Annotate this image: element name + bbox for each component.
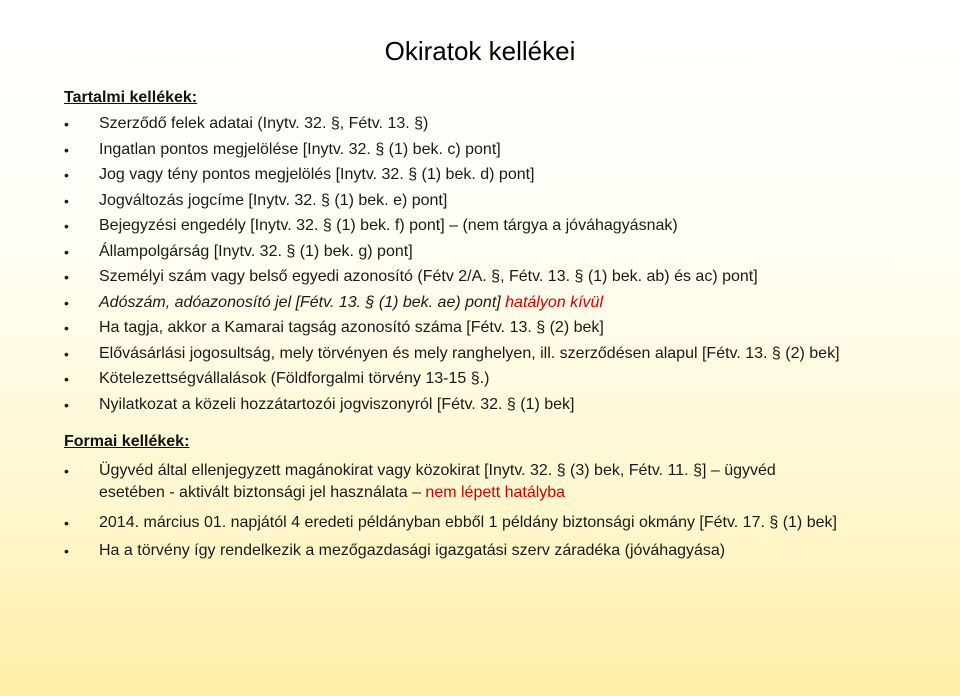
list-item: • Személyi szám vagy belső egyedi azonosító (Fétv 2/A. §, Fétv. 13. § (1) bek. ab) és ac) pont] [64,268,758,285]
slide-title [0,36,960,67]
list-item: • Elővásárlási jogosultság, mely törvényen és mely ranghelyen, ill. szerződésen alapul [Fétv. 13. § (2) bek] [64,344,840,362]
bullet-icon: • [64,543,69,559]
bullet-icon: • [64,396,69,413]
list-item: • Kötelezettségvállalások (Földforgalmi törvény 13-15 §.) [64,370,490,387]
bullet-icon: • [64,269,69,285]
not-in-force-note: nem lépett hatályba [425,484,566,501]
bullet-icon: • [64,345,69,362]
bullet-icon: • [64,515,69,531]
list-item: • Állampolgárság [Inytv. 32. § (1) bek. g) pont] [64,242,413,260]
list-item: • Ügyvéd által ellenjegyzett magánokirat vagy közokirat [Inytv. 32. § (3) bek, Fétv. 11. §] – ügyvéd esetében - aktivált biztonsági jel használata – nem lépett hatályba [64,462,776,501]
content-requirements-list [64,115,944,421]
title-text: Okiratok kellékei [384,36,576,66]
list-item: • Szerződő felek adatai (Inytv. 32. §, Fétv. 13. §) [64,115,429,132]
section-heading-formal: Formai kellékek: [64,433,190,450]
bullet-icon: • [64,243,69,260]
bullet-icon: • [64,320,69,336]
list-item: • Ha tagja, akkor a Kamarai tagság azonosító száma [Fétv. 13. § (2) bek] [64,319,604,336]
list-item: • Ingatlan pontos megjelölése [Inytv. 32. § (1) bek. c) pont] [64,140,501,158]
formal-requirements-list [64,460,944,570]
bullet-icon: • [64,192,69,209]
bullet-icon: • [64,116,69,132]
bullet-icon: • [64,294,69,311]
repealed-note: hatályon kívül [505,293,603,311]
bullet-icon: • [64,218,69,234]
bullet-icon: • [64,167,69,183]
bullet-icon: • [64,463,69,479]
list-item: • Bejegyzési engedély [Inytv. 32. § (1) bek. f) pont] – (nem tárgya a jóváhagyásnak) [64,217,678,234]
list-item: • 2014. március 01. napjától 4 eredeti példányban ebből 1 példány biztonsági okmány [Fétv. 17. § (1) bek] [64,514,837,531]
list-item: • Jog vagy tény pontos megjelölés [Inytv. 32. § (1) bek. d) pont] [64,166,535,183]
list-item: • Jogváltozás jogcíme [Inytv. 32. § (1) bek. e) pont] [64,191,448,209]
list-item: • Adószám, adóazonosító jel [Fétv. 13. § (1) bek. ae) pont] hatályon kívül [64,293,603,311]
section-heading-content: Tartalmi kellékek: [64,89,198,106]
list-item: • Ha a törvény így rendelkezik a mezőgazdasági igazgatási szerv záradéka (jóváhagyása) [64,542,726,559]
bullet-icon: • [64,371,69,387]
bullet-icon: • [64,141,69,158]
list-item: • Nyilatkozat a közeli hozzátartozói jogviszonyról [Fétv. 32. § (1) bek] [64,395,575,413]
